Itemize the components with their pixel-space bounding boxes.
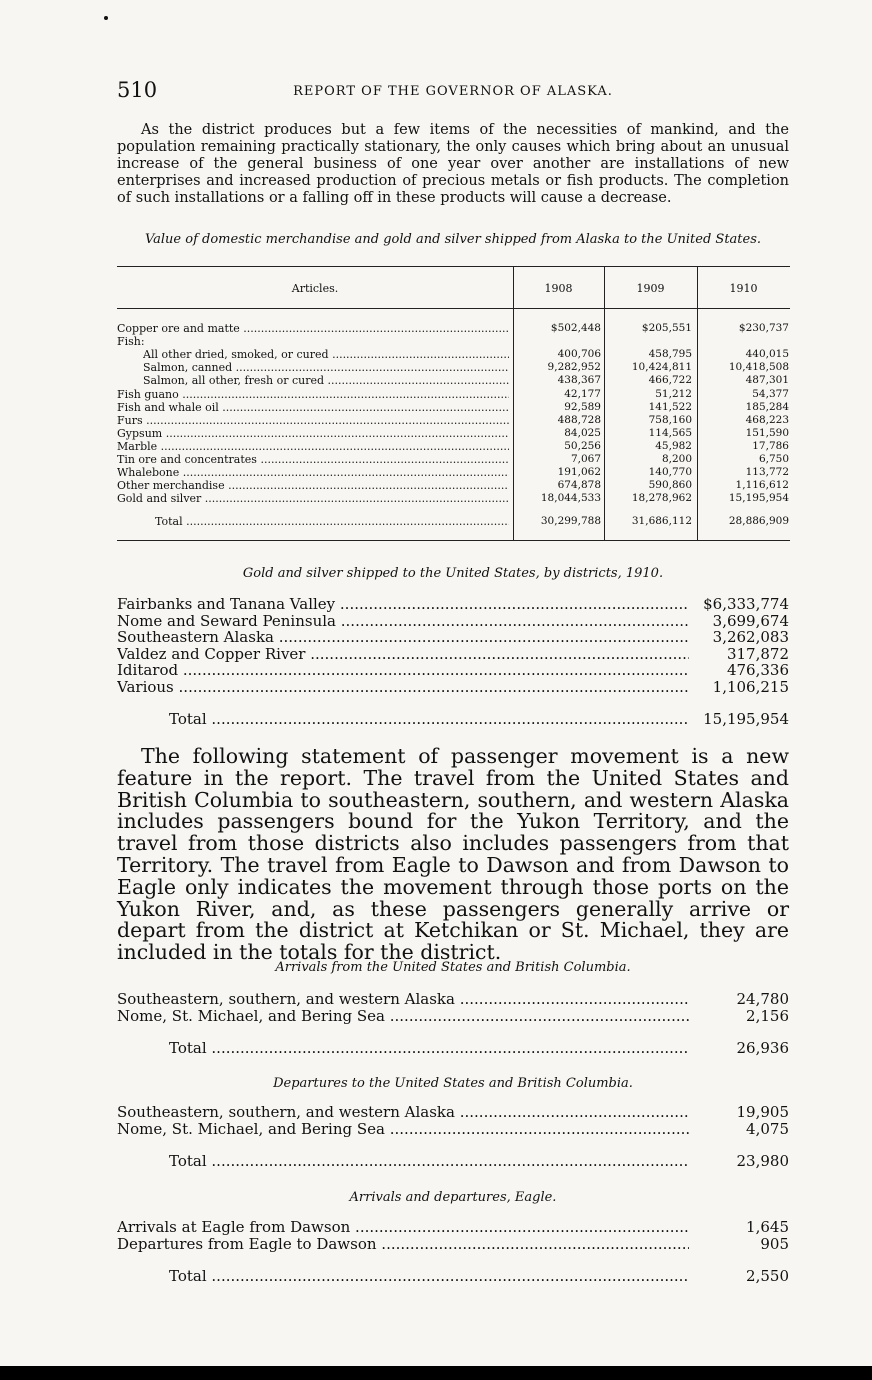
- row-label: Fish and whale oil .....: [117, 401, 509, 414]
- cell-1910: 185,284: [745, 400, 789, 413]
- intro-text: As the district produces but a few items of the necessities of mankind, and the population remaining practically stationary, the only causes which bring about an unusual increase of the general business of one year over another are installations of new enterprises and increased production of precious metals or fish products. The completion of such installations or a falling off in these products will cause a decrease.: [117, 122, 789, 206]
- total-value: 23,980: [736, 1152, 789, 1170]
- cell-1909: 45,982: [655, 439, 692, 452]
- row-label: Salmon, all other, fresh or cured .....: [143, 374, 509, 387]
- row-label: Salmon, canned .....: [143, 361, 509, 374]
- row-label: Gypsum .....: [117, 427, 509, 440]
- cell-1908: 18,044,533: [540, 492, 601, 505]
- item-value: 1,106,215: [712, 677, 789, 696]
- list-item: [117, 613, 789, 630]
- item-value: 19,905: [736, 1103, 789, 1121]
- total-1908: 30,299,788: [540, 515, 601, 527]
- list-item: [117, 646, 789, 663]
- list-item: [117, 1236, 789, 1253]
- cell-1909: 758,160: [648, 413, 692, 426]
- cell-1910: 113,772: [745, 466, 789, 479]
- item-value: 4,075: [746, 1119, 789, 1138]
- item-label: Various .....: [117, 679, 689, 696]
- cell-1909: 590,860: [648, 479, 692, 492]
- list-item: [117, 629, 789, 646]
- cell-1908: 488,728: [557, 413, 601, 426]
- cell-1909: 458,795: [648, 348, 692, 361]
- cell-1908: 7,067: [570, 453, 601, 465]
- item-label: Iditarod .....: [117, 662, 689, 679]
- stray-mark: [104, 16, 108, 20]
- item-value: 1,645: [746, 1218, 789, 1236]
- cell-1909: 10,424,811: [631, 361, 692, 374]
- cell-1910: $230,737: [738, 322, 789, 334]
- total-label: Total .....: [169, 1040, 689, 1057]
- table-row: [117, 388, 790, 401]
- cell-1908: 438,367: [557, 374, 601, 387]
- cell-1910: 440,015: [745, 348, 789, 361]
- total-label: Total .....: [169, 1153, 689, 1170]
- cell-1908: 400,706: [557, 348, 601, 361]
- item-value: 905: [760, 1234, 789, 1253]
- cell-1910: 468,223: [745, 413, 789, 426]
- item-label: Southeastern, southern, and western Alaska .....: [117, 1104, 689, 1121]
- row-label: All other dried, smoked, or cured .....: [143, 348, 509, 361]
- cell-1910: 15,195,954: [728, 492, 789, 505]
- page-bottom-edge: [0, 1366, 872, 1380]
- table-row: [117, 335, 790, 348]
- page-number: 510: [117, 78, 158, 102]
- table-total-row: [117, 515, 790, 528]
- arrivals-list: [117, 991, 789, 1057]
- total-value: 2,550: [746, 1267, 789, 1285]
- table-row: [117, 322, 790, 335]
- gold-districts-list: [117, 596, 789, 728]
- cell-1908: 42,177: [564, 387, 601, 400]
- row-label: Copper ore and matte .....: [117, 322, 509, 335]
- table-row: [117, 453, 790, 466]
- row-label: Fish guano .....: [117, 388, 509, 401]
- merch-table-caption: Value of domestic merchandise and gold and silver shipped from Alaska to the United States.: [144, 232, 762, 247]
- table-row: [117, 440, 790, 453]
- cell-1910: 10,418,508: [728, 361, 789, 374]
- table-row: [117, 492, 790, 505]
- table-row: [117, 414, 790, 427]
- header-1909: 1909: [636, 282, 665, 295]
- total-label: Total .....: [155, 515, 509, 528]
- passenger-text: The following statement of passenger movement is a new feature in the report. The travel from the United States and British Columbia to southeastern, southern, and western Alaska includes passengers bound for the Yukon Territory, and the travel from those districts also includes passengers from that Territory. The travel from Eagle to Dawson and from Dawson to Eagle only indicates the movement through those ports on the Yukon River, and, as these passengers generally arrive or depart from the district at Ketchikan or St. Michael, they are included in the totals for the district.: [117, 744, 789, 965]
- item-label: Arrivals at Eagle from Dawson .....: [117, 1219, 689, 1236]
- table-row: [117, 401, 790, 414]
- row-label: Fish:: [117, 335, 145, 349]
- list-total: [117, 711, 789, 728]
- cell-1909: 141,522: [648, 400, 692, 413]
- item-value: 2,156: [746, 1006, 789, 1025]
- cell-1908: 674,878: [557, 479, 601, 492]
- item-label: Departures from Eagle to Dawson .....: [117, 1236, 689, 1253]
- running-title: REPORT OF THE GOVERNOR OF ALASKA.: [293, 84, 613, 99]
- total-value: 26,936: [736, 1039, 789, 1057]
- list-item: [117, 991, 789, 1008]
- page-header: [117, 78, 789, 102]
- header-1910: 1910: [729, 282, 758, 295]
- list-item: [117, 662, 789, 679]
- cell-1908: 191,062: [557, 466, 601, 479]
- item-value: $6,333,774: [703, 595, 789, 613]
- eagle-caption: Arrivals and departures, Eagle.: [349, 1190, 557, 1205]
- list-item: [117, 1008, 789, 1025]
- cell-1908: 50,256: [564, 439, 601, 452]
- item-value: 317,872: [726, 644, 789, 663]
- row-label: Tin ore and concentrates .....: [117, 453, 509, 466]
- item-label: Southeastern, southern, and western Alaska .....: [117, 991, 689, 1008]
- item-value: 3,699,674: [712, 611, 789, 630]
- cell-1910: 6,750: [758, 453, 789, 465]
- item-label: Fairbanks and Tanana Valley .....: [117, 596, 689, 613]
- cell-1910: 487,301: [745, 374, 789, 387]
- item-label: Nome and Seward Peninsula .....: [117, 613, 689, 630]
- total-label: Total .....: [169, 711, 689, 728]
- table-bottom-rule: [117, 540, 790, 541]
- table-top-rule: [117, 266, 790, 267]
- row-label: Furs .....: [117, 414, 509, 427]
- item-label: Southeastern Alaska .....: [117, 629, 689, 646]
- cell-1908: 9,282,952: [547, 361, 601, 374]
- list-total: [117, 1153, 789, 1170]
- table-row: [117, 361, 790, 374]
- total-1909: 31,686,112: [631, 515, 692, 527]
- departures-caption: Departures to the United States and British Columbia.: [273, 1076, 633, 1091]
- intro-paragraph: [117, 122, 789, 207]
- eagle-list: [117, 1219, 789, 1285]
- table-row: [117, 427, 790, 440]
- passenger-paragraph: [117, 746, 789, 964]
- cell-1908: $502,448: [550, 322, 601, 334]
- total-label: Total .....: [169, 1268, 689, 1285]
- cell-1909: 114,565: [648, 426, 692, 439]
- header-articles: Articles.: [291, 282, 339, 295]
- list-item: [117, 596, 789, 613]
- cell-1909: 8,200: [661, 453, 692, 465]
- list-item: [117, 679, 789, 696]
- list-item: [117, 1219, 789, 1236]
- cell-1910: 17,786: [752, 439, 789, 452]
- cell-1908: 84,025: [564, 426, 601, 439]
- list-item: [117, 1121, 789, 1138]
- gold-districts-caption: Gold and silver shipped to the United States, by districts, 1910.: [242, 566, 664, 581]
- total-value: 15,195,954: [703, 710, 789, 728]
- cell-1908: 92,589: [564, 400, 601, 413]
- row-label: Gold and silver .....: [117, 492, 509, 505]
- cell-1909: 51,212: [655, 387, 692, 400]
- table-row: [117, 466, 790, 479]
- list-item: [117, 1104, 789, 1121]
- list-total: [117, 1040, 789, 1057]
- header-1908: 1908: [544, 282, 573, 295]
- cell-1909: $205,551: [641, 322, 692, 334]
- table-row: [117, 374, 790, 387]
- cell-1909: 140,770: [648, 466, 692, 479]
- row-label: Marble .....: [117, 440, 509, 453]
- cell-1910: 54,377: [752, 387, 789, 400]
- item-value: 24,780: [736, 990, 789, 1008]
- item-label: Valdez and Copper River .....: [117, 646, 689, 663]
- merch-table: [117, 266, 790, 541]
- item-label: Nome, St. Michael, and Bering Sea .....: [117, 1121, 689, 1138]
- table-header-rule: [117, 308, 790, 309]
- total-1910: 28,886,909: [728, 515, 789, 527]
- row-label: Whalebone .....: [117, 466, 509, 479]
- row-label: Other merchandise .....: [117, 479, 509, 492]
- cell-1909: 18,278,962: [631, 492, 692, 505]
- cell-1909: 466,722: [648, 374, 692, 387]
- item-value: 3,262,083: [712, 628, 789, 646]
- table-row: [117, 479, 790, 492]
- table-row: [117, 348, 790, 361]
- list-total: [117, 1268, 789, 1285]
- item-value: 476,336: [726, 661, 789, 679]
- cell-1910: 151,590: [745, 426, 789, 439]
- cell-1910: 1,116,612: [735, 479, 789, 492]
- arrivals-caption: Arrivals from the United States and British Columbia.: [275, 960, 631, 975]
- departures-list: [117, 1104, 789, 1170]
- item-label: Nome, St. Michael, and Bering Sea .....: [117, 1008, 689, 1025]
